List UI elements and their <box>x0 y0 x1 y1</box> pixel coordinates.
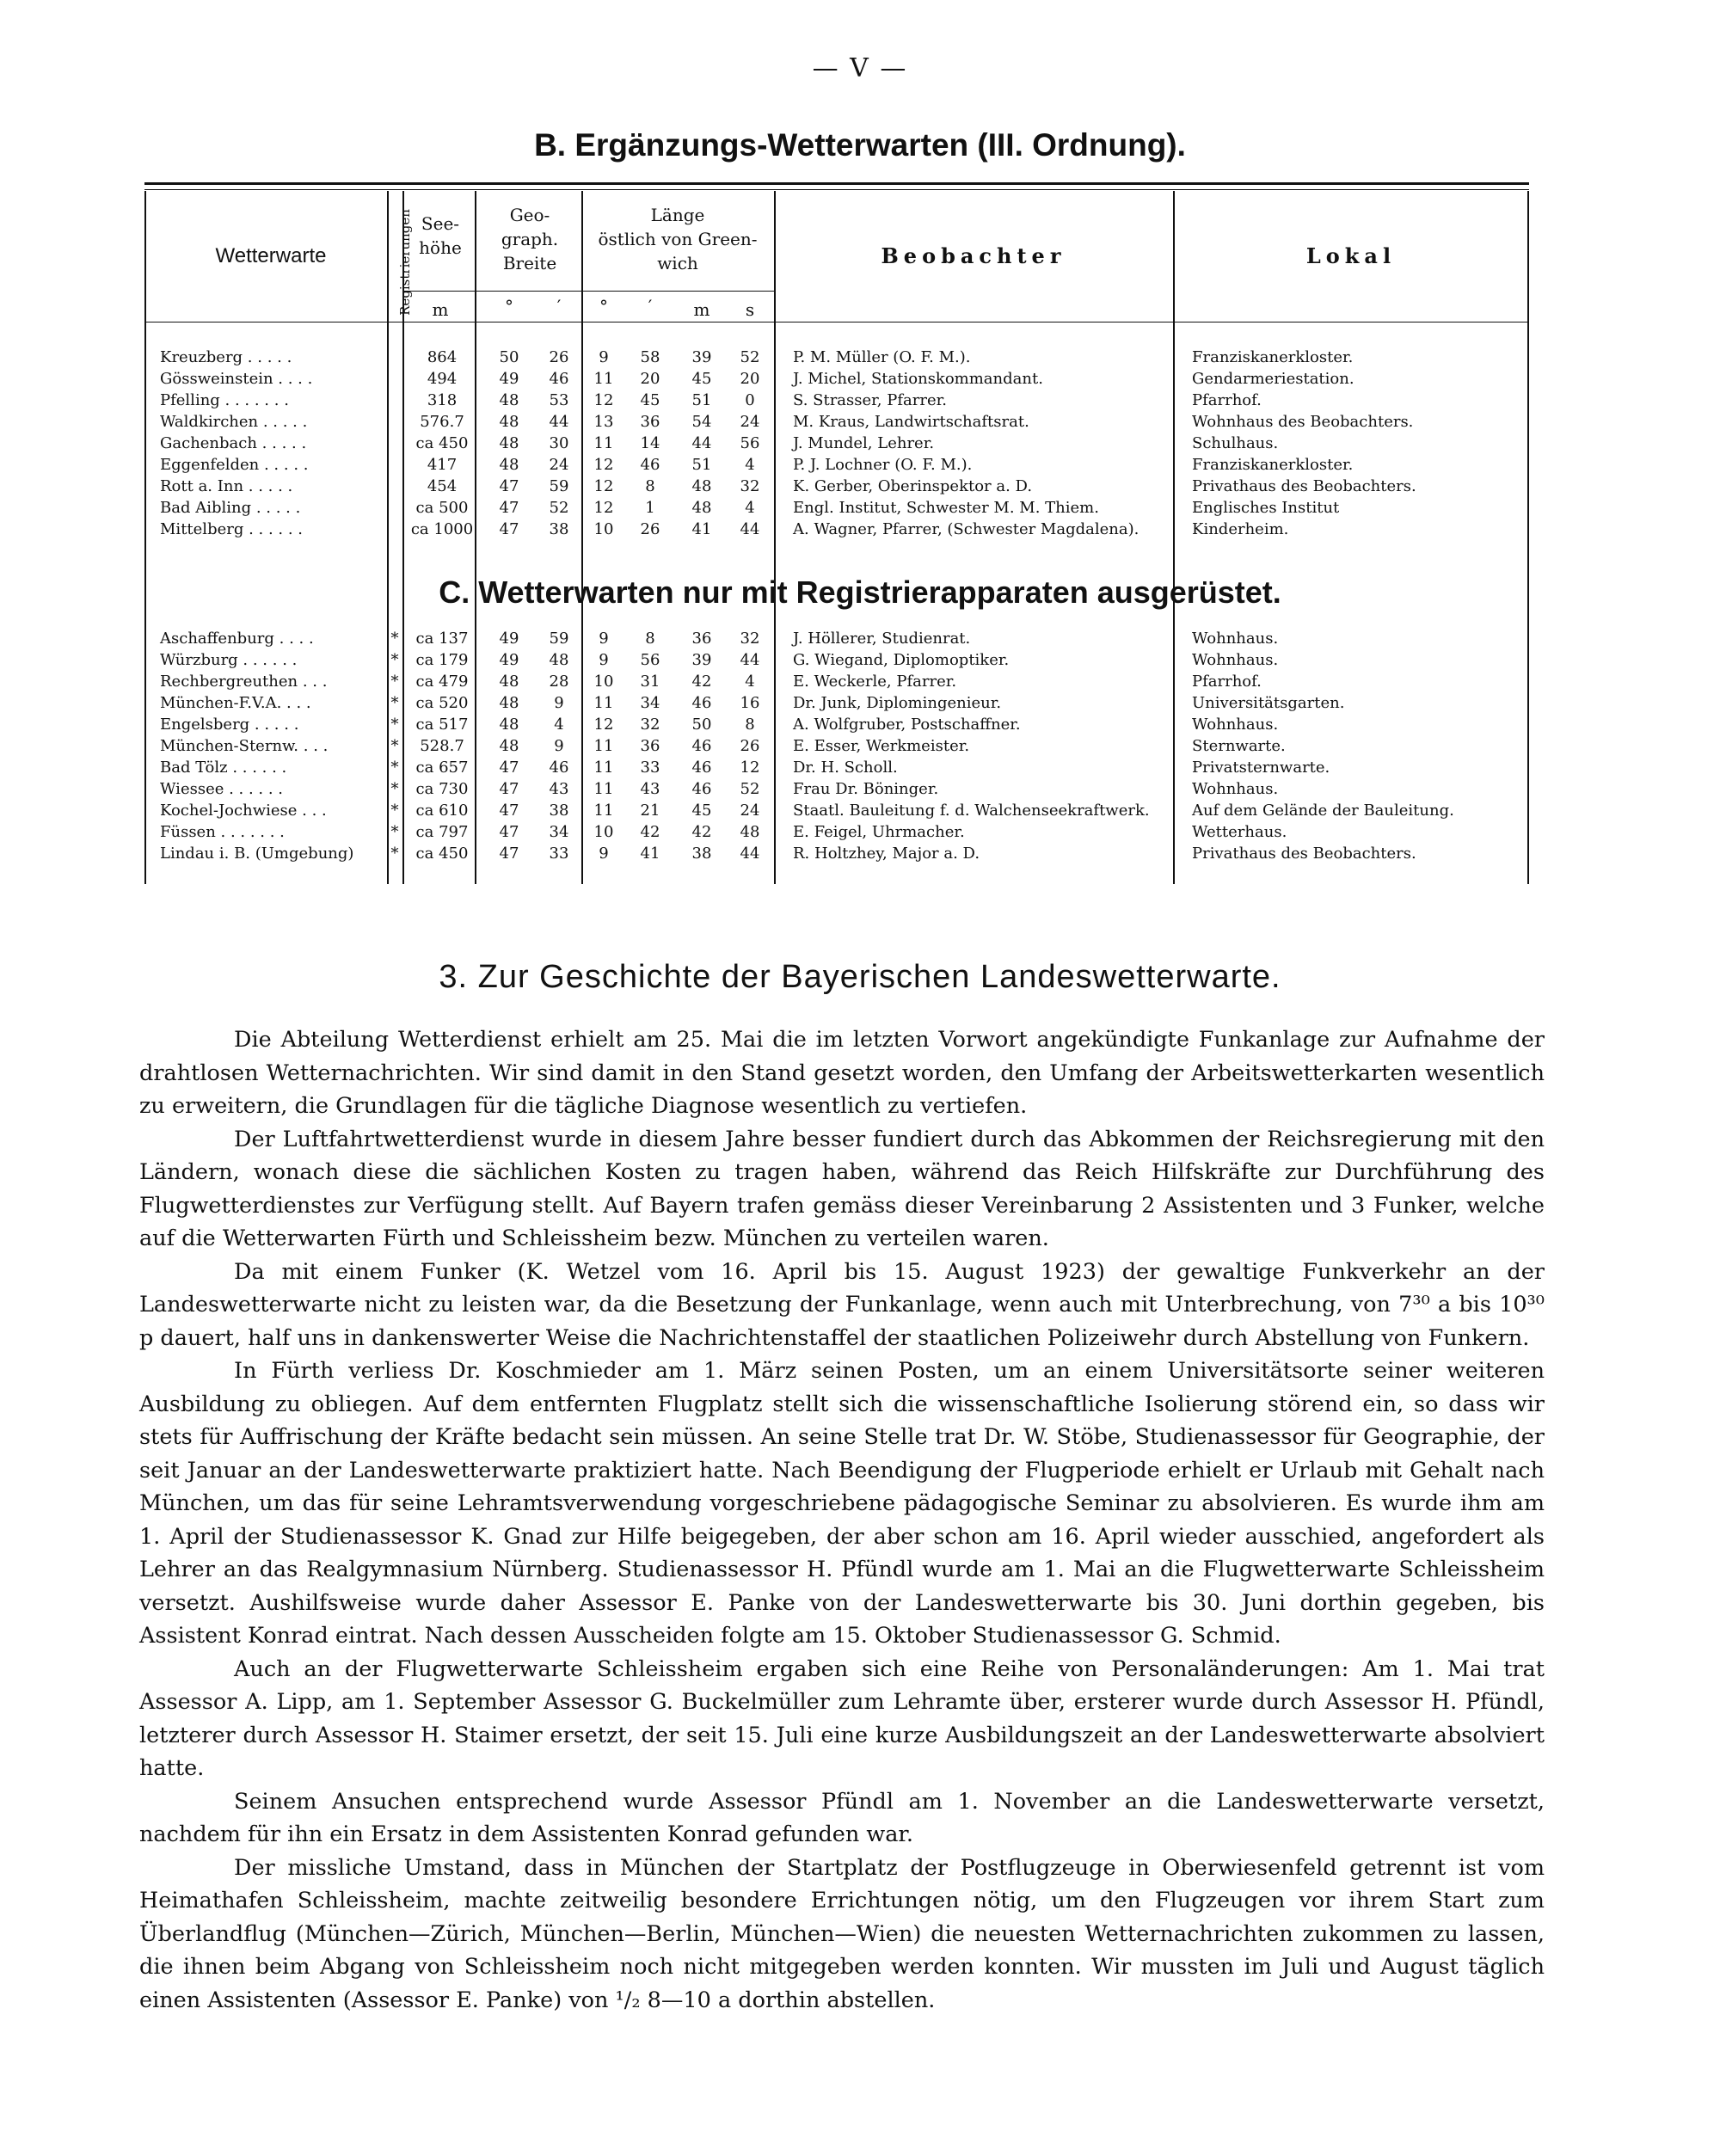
cell-height: 417 <box>427 456 458 474</box>
cell-lokal: Auf dem Gelände der Bauleitung. <box>1192 802 1454 820</box>
cell-height: ca 520 <box>415 694 469 712</box>
cell-lat-d: 49 <box>499 370 519 388</box>
cell-observer: S. Strasser, Pfarrer. <box>793 391 947 409</box>
cell-lat-d: 48 <box>499 434 519 452</box>
cell-lat-d: 48 <box>499 673 519 691</box>
cell-lat-d: 48 <box>499 737 519 755</box>
cell-lat-d: 48 <box>499 413 519 431</box>
cell-t-m: 42 <box>691 673 712 691</box>
cell-t-m: 51 <box>691 456 712 474</box>
cell-height: 454 <box>427 477 458 495</box>
cell-lat-d: 47 <box>499 802 519 820</box>
cell-observer: Staatl. Bauleitung f. d. Walchenseekraftwerk. <box>793 802 1150 820</box>
cell-name: Füssen . . . . . . . <box>160 823 285 841</box>
cell-height: 494 <box>427 370 458 388</box>
cell-observer: J. Mundel, Lehrer. <box>793 434 935 452</box>
table-row <box>0 778 1720 800</box>
header-lat-deg: ° <box>505 296 513 316</box>
paragraph: In Fürth verliess Dr. Koschmieder am 1. März seinen Posten, um an einem Universitätsorte seiner weiteren Ausbildung zu obliegen. Auf dem entfernten Flugplatz stellt sich die wissenschaftliche Isolierung störend ein, so dass wir stets für Auffrischung der Kräfte bedacht sein müssen. An seine Stelle trat Dr. W. Stöbe, Studienassessor für Geographie, der seit Januar an der Landeswetterwarte praktiziert hatte. Nach Beendigung der Flugperiode erhielt er Urlaub mit Gehalt nach München, um das für seine Lehramtsverwendung vorgeschriebene pädagogische Seminar zu absolvieren. Es wurde ihm am 1. April der Studienassessor K. Gnad zur Hilfe beigegeben, der aber schon am 16. April wieder ausschied, angefordert als Lehrer an das Realgymnasium Nürnberg. Studienassessor H. Pfündl wurde am 1. Mai an die Flugwetterwarte Schleissheim versetzt. Aushilfsweise wurde daher Assessor E. Panke von der Landeswetterwarte bis 30. Juni dorthin gegeben, bis Assistent Konrad eintrat. Nach dessen Ausscheiden folgte am 15. Oktober Studienassessor G. Schmid. <box>139 1358 1545 1649</box>
header-lon-min: ′ <box>648 296 653 316</box>
table-row <box>0 433 1720 454</box>
cell-lon-d: 11 <box>593 737 614 755</box>
cell-name: Gachenbach . . . . . <box>160 434 307 452</box>
cell-mark: * <box>390 694 399 712</box>
cell-lon-d: 11 <box>593 759 614 777</box>
cell-lokal: Privathaus des Beobachters. <box>1192 845 1416 863</box>
cell-lokal: Schulhaus. <box>1192 434 1279 452</box>
cell-lon-d: 11 <box>593 802 614 820</box>
cell-lat-m: 52 <box>549 499 569 517</box>
cell-lon-d: 12 <box>593 456 614 474</box>
cell-lokal: Pfarrhof. <box>1192 391 1262 409</box>
cell-mark: * <box>390 630 399 648</box>
cell-height: 318 <box>427 391 458 409</box>
table-row <box>0 411 1720 433</box>
cell-t-s: 56 <box>740 434 760 452</box>
cell-lat-d: 47 <box>499 823 519 841</box>
cell-lon-m: 33 <box>640 759 660 777</box>
cell-height: ca 610 <box>415 802 469 820</box>
cell-lon-d: 9 <box>599 651 609 669</box>
table-row <box>0 476 1720 497</box>
cell-lon-m: 8 <box>645 477 655 495</box>
cell-observer: P. M. Müller (O. F. M.). <box>793 348 971 366</box>
cell-lon-m: 36 <box>640 413 660 431</box>
cell-lat-d: 47 <box>499 499 519 517</box>
cell-t-s: 4 <box>745 673 755 691</box>
cell-lat-m: 44 <box>549 413 569 431</box>
table-row <box>0 649 1720 671</box>
cell-name: Aschaffenburg . . . . <box>160 630 314 648</box>
cell-lat-d: 48 <box>499 716 519 734</box>
cell-lat-m: 33 <box>549 845 569 863</box>
header-lat-min: ′ <box>556 296 562 316</box>
cell-name: Rechbergreuthen . . . <box>160 673 328 691</box>
cell-observer: Dr. H. Scholl. <box>793 759 898 777</box>
table-row <box>0 368 1720 390</box>
cell-observer: E. Weckerle, Pfarrer. <box>793 673 957 691</box>
table-row <box>0 454 1720 476</box>
cell-t-s: 12 <box>740 759 760 777</box>
table-row <box>0 821 1720 843</box>
cell-t-s: 32 <box>740 630 760 648</box>
cell-t-m: 50 <box>691 716 712 734</box>
table-row <box>0 628 1720 649</box>
cell-t-s: 20 <box>740 370 760 388</box>
cell-lokal: Franziskanerkloster. <box>1192 456 1354 474</box>
cell-mark: * <box>390 759 399 777</box>
cell-t-s: 44 <box>740 651 760 669</box>
cell-lat-d: 47 <box>499 780 519 798</box>
cell-observer: E. Esser, Werkmeister. <box>793 737 970 755</box>
table-row <box>0 671 1720 692</box>
cell-lat-d: 50 <box>499 348 519 366</box>
cell-lon-m: 58 <box>640 348 660 366</box>
cell-name: Rott a. Inn . . . . . <box>160 477 293 495</box>
cell-lat-m: 53 <box>549 391 569 409</box>
header-beobachter: Beobachter <box>881 243 1066 268</box>
cell-lat-d: 49 <box>499 630 519 648</box>
cell-lat-m: 26 <box>549 348 569 366</box>
cell-t-s: 24 <box>740 802 760 820</box>
cell-lokal: Wohnhaus. <box>1192 716 1279 734</box>
cell-lat-m: 9 <box>554 737 564 755</box>
table-row <box>0 757 1720 778</box>
cell-lat-d: 49 <box>499 651 519 669</box>
cell-t-m: 46 <box>691 737 712 755</box>
body-text <box>139 1023 1545 2017</box>
cell-lat-m: 38 <box>549 802 569 820</box>
cell-t-m: 39 <box>691 651 712 669</box>
paragraph: Da mit einem Funker (K. Wetzel vom 16. April bis 15. August 1923) der gewaltige Funkverkehr an der Landeswetterwarte nicht zu leisten war, da die Besetzung der Funkanlage, wenn auch mit Unterbrechung, von 7³⁰ a bis 10³⁰ p dauert, half uns in dankenswerter Weise die Nachrichtenstaffel der staatlichen Polizeiwehr durch Abstellung von Funkern. <box>139 1258 1545 1351</box>
cell-mark: * <box>390 780 399 798</box>
cell-t-m: 45 <box>691 802 712 820</box>
cell-observer: M. Kraus, Landwirtschaftsrat. <box>793 413 1029 431</box>
cell-height: 576.7 <box>420 413 464 431</box>
header-lon-deg: ° <box>599 296 608 316</box>
cell-lon-d: 10 <box>593 673 614 691</box>
cell-lat-m: 4 <box>554 716 564 734</box>
cell-t-s: 52 <box>740 348 760 366</box>
header-geo-breite: Geo- graph. Breite <box>501 205 559 273</box>
paragraph: Der Luftfahrtwetterdienst wurde in diesem Jahre besser fundiert durch das Abkommen der Reichsregierung mit den Ländern, wonach diese die sächlichen Kosten zu tragen haben, während das Reich Hilfskräfte zur Durchführung des Flugwetterdienstes zur Verfügung stellt. Auf Bayern trafen gemäss dieser Vereinbarung 2 Assistenten und 3 Funker, welche auf die Wetterwarten Fürth und Schleissheim bezw. München zu verteilen waren. <box>139 1126 1545 1251</box>
cell-lat-d: 47 <box>499 477 519 495</box>
cell-height: ca 1000 <box>410 520 474 538</box>
cell-name: Kochel-Jochwiese . . . <box>160 802 327 820</box>
cell-t-s: 24 <box>740 413 760 431</box>
cell-lokal: Franziskanerkloster. <box>1192 348 1354 366</box>
cell-t-m: 39 <box>691 348 712 366</box>
cell-t-m: 41 <box>691 520 712 538</box>
cell-t-m: 36 <box>691 630 712 648</box>
paragraph: Seinem Ansuchen entsprechend wurde Assessor Pfündl am 1. November an die Landeswetterwarte versetzt, nachdem für ihn ein Ersatz in dem Assistenten Konrad gefunden war. <box>139 1788 1545 1847</box>
cell-lon-d: 13 <box>593 413 614 431</box>
cell-lat-m: 59 <box>549 477 569 495</box>
section-b-title: B. Ergänzungs-Wetterwarten (III. Ordnung). <box>534 127 1186 163</box>
cell-height: ca 797 <box>415 823 469 841</box>
cell-lon-d: 10 <box>593 520 614 538</box>
cell-observer: J. Michel, Stationskommandant. <box>793 370 1043 388</box>
table-row <box>0 800 1720 821</box>
cell-lon-m: 20 <box>640 370 660 388</box>
cell-lon-m: 56 <box>640 651 660 669</box>
cell-lat-m: 48 <box>549 651 569 669</box>
cell-observer: Dr. Junk, Diplomingenieur. <box>793 694 1002 712</box>
cell-lon-d: 11 <box>593 370 614 388</box>
cell-height: ca 657 <box>415 759 469 777</box>
table-row <box>0 714 1720 735</box>
cell-t-m: 46 <box>691 694 712 712</box>
table-row <box>0 519 1720 540</box>
cell-lon-d: 11 <box>593 434 614 452</box>
cell-lat-d: 47 <box>499 759 519 777</box>
cell-observer: Engl. Institut, Schwester M. M. Thiem. <box>793 499 1099 517</box>
cell-lat-m: 30 <box>549 434 569 452</box>
cell-mark: * <box>390 716 399 734</box>
cell-lokal: Sternwarte. <box>1192 737 1286 755</box>
cell-lon-m: 43 <box>640 780 660 798</box>
section-c-title: C. Wetterwarten nur mit Registrierapparaten ausgerüstet. <box>439 574 1281 610</box>
cell-lon-m: 34 <box>640 694 660 712</box>
paragraph: Der missliche Umstand, dass in München der Startplatz der Postflugzeuge in Oberwiesenfeld getrennt ist vom Heimathafen Schleissheim, machte zeitweilig besondere Errichtungen nötig, um den Flugzeugen vor ihrem Start zum Überlandflug (München—Zürich, München—Berlin, München—Wien) die neuesten Wetternachrichten zukommen zu lassen, die ihnen beim Abgang von Schleissheim noch nicht mitgegeben werden konnten. Wir mussten im Juli und August täglich einen Assistenten (Assessor E. Panke) von ¹/₂ 8—10 a dorthin abstellen. <box>139 1854 1545 2013</box>
cell-lon-m: 41 <box>640 845 660 863</box>
cell-name: München-F.V.A. . . . <box>160 694 311 712</box>
cell-mark: * <box>390 823 399 841</box>
cell-lokal: Englisches Institut <box>1192 499 1340 517</box>
cell-observer: A. Wolfgruber, Postschaffner. <box>793 716 1021 734</box>
cell-observer: A. Wagner, Pfarrer, (Schwester Magdalena). <box>793 520 1140 538</box>
cell-name: Bad Tölz . . . . . . <box>160 759 287 777</box>
cell-lon-m: 42 <box>640 823 660 841</box>
cell-mark: * <box>390 737 399 755</box>
cell-height: ca 730 <box>415 780 469 798</box>
cell-name: München-Sternw. . . . <box>160 737 329 755</box>
cell-lat-d: 48 <box>499 456 519 474</box>
cell-lon-m: 32 <box>640 716 660 734</box>
cell-height: 528.7 <box>420 737 464 755</box>
cell-observer: G. Wiegand, Diplomoptiker. <box>793 651 1010 669</box>
cell-t-m: 48 <box>691 477 712 495</box>
header-wetterwarte: Wetterwarte <box>215 244 327 267</box>
cell-height: ca 179 <box>415 651 469 669</box>
cell-observer: E. Feigel, Uhrmacher. <box>793 823 965 841</box>
header-laenge: Länge östlich von Green- wich <box>598 205 758 273</box>
cell-lokal: Privathaus des Beobachters. <box>1192 477 1416 495</box>
cell-lat-d: 47 <box>499 845 519 863</box>
cell-lon-m: 31 <box>640 673 660 691</box>
cell-observer: Frau Dr. Böninger. <box>793 780 939 798</box>
cell-height: ca 517 <box>415 716 469 734</box>
cell-lat-m: 9 <box>554 694 564 712</box>
cell-observer: P. J. Lochner (O. F. M.). <box>793 456 973 474</box>
cell-observer: R. Holtzhey, Major a. D. <box>793 845 980 863</box>
cell-height: 864 <box>427 348 458 366</box>
cell-name: Mittelberg . . . . . . <box>160 520 304 538</box>
cell-t-m: 46 <box>691 780 712 798</box>
cell-lat-d: 47 <box>499 520 519 538</box>
table-row <box>0 843 1720 864</box>
cell-t-s: 48 <box>740 823 760 841</box>
header-lokal: Lokal <box>1305 243 1397 268</box>
table-row <box>0 497 1720 519</box>
cell-lat-d: 48 <box>499 391 519 409</box>
cell-lat-m: 43 <box>549 780 569 798</box>
cell-lon-d: 12 <box>593 499 614 517</box>
cell-mark: * <box>390 845 399 863</box>
cell-lon-d: 11 <box>593 694 614 712</box>
cell-t-s: 4 <box>745 456 755 474</box>
cell-lon-d: 9 <box>599 348 609 366</box>
cell-name: Wiessee . . . . . . <box>160 780 284 798</box>
cell-lat-m: 46 <box>549 759 569 777</box>
heading-3: 3. Zur Geschichte der Bayerischen Landeswetterwarte. <box>439 959 1281 995</box>
paragraph: Auch an der Flugwetterwarte Schleissheim ergaben sich eine Reihe von Personaländerungen: Am 1. Mai trat Assessor A. Lipp, am 1. September Assessor G. Buckelmüller zum Lehramte über, ersterer wurde durch Assessor H. Pfündl, letzterer durch Assessor H. Staimer ersetzt, der seit 15. Juli eine kurze Ausbildungszeit an der Landeswetterwarte absolviert hatte. <box>139 1655 1545 1781</box>
cell-lokal: Wohnhaus. <box>1192 780 1279 798</box>
table-row <box>0 735 1720 757</box>
cell-mark: * <box>390 673 399 691</box>
cell-height: ca 450 <box>415 845 469 863</box>
cell-t-s: 8 <box>745 716 755 734</box>
cell-height: ca 450 <box>415 434 469 452</box>
cell-t-s: 16 <box>740 694 760 712</box>
cell-t-m: 46 <box>691 759 712 777</box>
paragraph: Die Abteilung Wetterdienst erhielt am 25. Mai die im letzten Vorwort angekündigte Funkanlage zur Aufnahme der drahtlosen Wetternachrichten. Wir sind damit in den Stand gesetzt worden, den Umfang der Arbeitswetterkarten wesentlich zu erweitern, die Grundlagen für die tägliche Diagnose wesentlich zu vertiefen. <box>139 1027 1545 1119</box>
cell-t-s: 44 <box>740 520 760 538</box>
cell-lon-m: 45 <box>640 391 660 409</box>
cell-lokal: Universitätsgarten. <box>1192 694 1345 712</box>
cell-name: Gössweinstein . . . . <box>160 370 313 388</box>
cell-height: ca 500 <box>415 499 469 517</box>
cell-mark: * <box>390 651 399 669</box>
cell-t-s: 52 <box>740 780 760 798</box>
cell-lat-m: 24 <box>549 456 569 474</box>
cell-lokal: Pfarrhof. <box>1192 673 1262 691</box>
cell-name: Kreuzberg . . . . . <box>160 348 292 366</box>
cell-lat-m: 38 <box>549 520 569 538</box>
cell-t-m: 48 <box>691 499 712 517</box>
cell-lat-d: 48 <box>499 694 519 712</box>
cell-lat-m: 46 <box>549 370 569 388</box>
cell-lon-d: 9 <box>599 845 609 863</box>
cell-t-m: 44 <box>691 434 712 452</box>
cell-lon-m: 36 <box>640 737 660 755</box>
cell-t-s: 32 <box>740 477 760 495</box>
cell-lon-d: 12 <box>593 477 614 495</box>
cell-lon-d: 12 <box>593 716 614 734</box>
cell-t-m: 51 <box>691 391 712 409</box>
cell-lat-m: 34 <box>549 823 569 841</box>
cell-lon-d: 12 <box>593 391 614 409</box>
cell-t-s: 26 <box>740 737 760 755</box>
cell-lon-m: 26 <box>640 520 660 538</box>
cell-lon-m: 14 <box>640 434 660 452</box>
header-registrierungen: Registrierungen <box>397 209 413 316</box>
cell-name: Engelsberg . . . . . <box>160 716 299 734</box>
cell-lon-d: 10 <box>593 823 614 841</box>
cell-name: Pfelling . . . . . . . <box>160 391 289 409</box>
cell-lon-m: 21 <box>640 802 660 820</box>
cell-t-s: 0 <box>745 391 755 409</box>
header-time-s: s <box>745 299 755 320</box>
cell-name: Bad Aibling . . . . . <box>160 499 301 517</box>
cell-lon-d: 11 <box>593 780 614 798</box>
table-row <box>0 390 1720 411</box>
cell-lat-m: 59 <box>549 630 569 648</box>
cell-name: Waldkirchen . . . . . <box>160 413 308 431</box>
cell-lon-d: 9 <box>599 630 609 648</box>
cell-t-s: 4 <box>745 499 755 517</box>
cell-lokal: Gendarmeriestation. <box>1192 370 1354 388</box>
page-number: — V — <box>812 53 908 83</box>
cell-name: Lindau i. B. (Umgebung) <box>160 845 354 863</box>
cell-height: ca 479 <box>415 673 469 691</box>
cell-lokal: Privatsternwarte. <box>1192 759 1330 777</box>
cell-name: Würzburg . . . . . . <box>160 651 298 669</box>
header-seehoehe: See- höhe <box>419 213 462 258</box>
header-unit-m: m <box>432 299 449 320</box>
cell-lokal: Wohnhaus. <box>1192 630 1279 648</box>
cell-name: Eggenfelden . . . . . <box>160 456 309 474</box>
cell-lon-m: 8 <box>645 630 655 648</box>
table-row <box>0 347 1720 368</box>
header-time-m: m <box>693 299 710 320</box>
cell-lokal: Kinderheim. <box>1192 520 1289 538</box>
cell-lon-m: 1 <box>645 499 655 517</box>
cell-lat-m: 28 <box>549 673 569 691</box>
cell-t-m: 42 <box>691 823 712 841</box>
cell-observer: K. Gerber, Oberinspektor a. D. <box>793 477 1033 495</box>
cell-lokal: Wohnhaus des Beobachters. <box>1192 413 1414 431</box>
cell-t-m: 38 <box>691 845 712 863</box>
cell-t-s: 44 <box>740 845 760 863</box>
cell-lon-m: 46 <box>640 456 660 474</box>
cell-height: ca 137 <box>415 630 469 648</box>
cell-t-m: 45 <box>691 370 712 388</box>
cell-observer: J. Höllerer, Studienrat. <box>793 630 971 648</box>
cell-lokal: Wohnhaus. <box>1192 651 1279 669</box>
table-row <box>0 692 1720 714</box>
cell-t-m: 54 <box>691 413 712 431</box>
cell-mark: * <box>390 802 399 820</box>
cell-lokal: Wetterhaus. <box>1192 823 1287 841</box>
